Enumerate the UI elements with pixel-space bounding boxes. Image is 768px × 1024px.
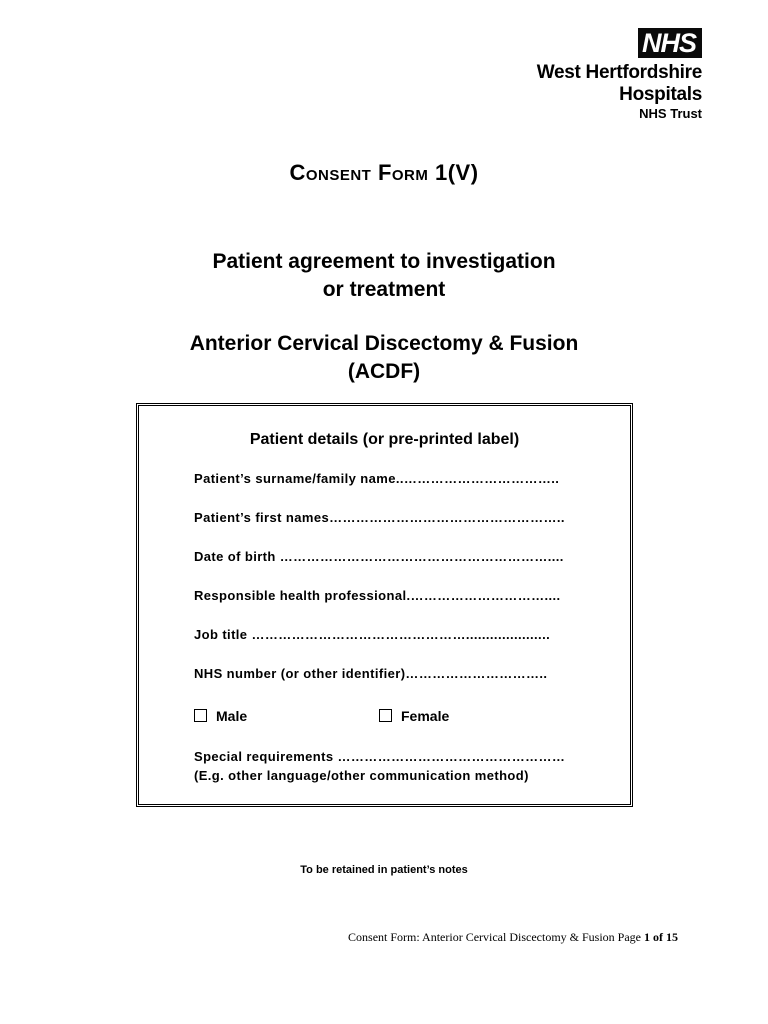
page-current: 1	[644, 930, 650, 944]
page-total: 15	[666, 930, 678, 944]
female-checkbox[interactable]	[379, 709, 392, 722]
retain-note: To be retained in patient’s notes	[300, 864, 468, 876]
agreement-heading-line1: Patient agreement to investigation	[212, 250, 556, 273]
page-footer	[348, 930, 678, 945]
trust-name-line1: West Hertfordshire	[536, 62, 702, 83]
patient-details-title: Patient details (or pre-printed label)	[249, 431, 520, 448]
health-professional-field[interactable]: Responsible health professional.…………………………....	[194, 588, 561, 603]
nhs-logo: NHS	[638, 28, 702, 58]
female-option[interactable]	[379, 708, 449, 724]
procedure-heading-line2: (ACDF)	[347, 360, 421, 383]
special-requirements-field[interactable]: Special requirements ……………………………………………	[194, 749, 566, 764]
male-checkbox[interactable]	[194, 709, 207, 722]
agreement-heading	[0, 248, 768, 304]
trust-name-line3: NHS Trust	[639, 106, 702, 121]
trust-header	[537, 28, 702, 122]
trust-name-line2: Hospitals	[619, 84, 702, 105]
male-option[interactable]	[194, 708, 247, 724]
date-of-birth-field[interactable]: Date of birth ……………………………………………………....	[194, 549, 564, 564]
footer-text: Consent Form: Anterior Cervical Discectomy & Fusion Page	[348, 930, 641, 944]
agreement-heading-line2: or treatment	[322, 278, 446, 301]
job-title-field[interactable]: Job title ………………………………………….....................	[194, 627, 551, 642]
male-label: Male	[216, 708, 248, 724]
procedure-heading-line1: Anterior Cervical Discectomy & Fusion	[189, 332, 579, 355]
form-title: Consent Form 1(V)	[289, 160, 479, 185]
procedure-heading	[0, 330, 768, 386]
nhs-number-field[interactable]: NHS number (or other identifier)…………………………..	[194, 666, 548, 681]
special-requirements-note: (E.g. other language/other communication method)	[194, 768, 529, 783]
surname-field[interactable]: Patient’s surname/family name..……………………………..	[194, 471, 560, 486]
female-label: Female	[401, 708, 450, 724]
page-of-label: of	[653, 930, 663, 944]
patient-details-box	[136, 403, 633, 807]
first-names-field[interactable]: Patient’s first names……………………………………………..	[194, 510, 565, 525]
